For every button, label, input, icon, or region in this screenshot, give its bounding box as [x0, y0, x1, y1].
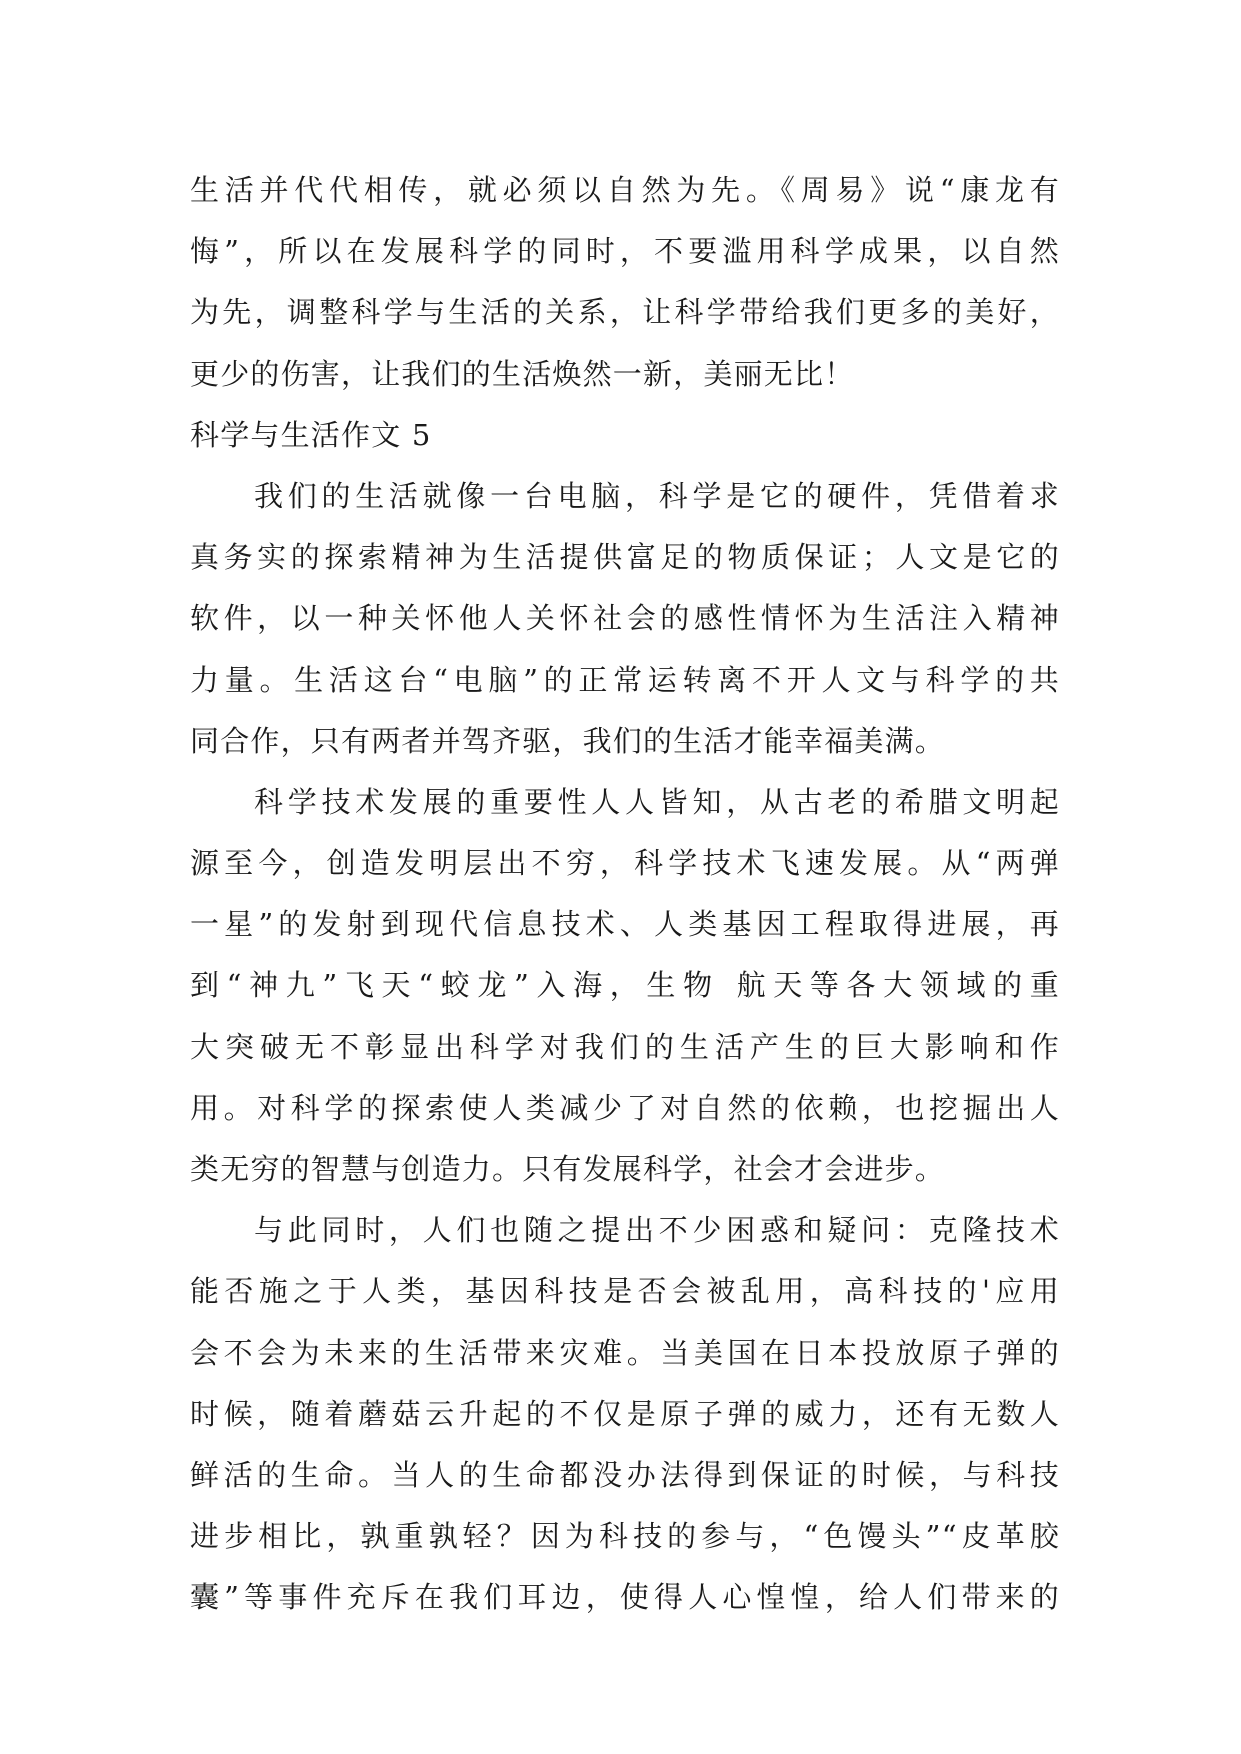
paragraph-line: 时候，随着蘑菇云升起的不仅是原子弹的威力，还有无数人 — [190, 1396, 1060, 1431]
paragraph-line: 与此同时，人们也随之提出不少困惑和疑问：克隆技术 — [254, 1213, 1060, 1248]
paragraph-line: 我们的生活就像一台电脑，科学是它的硬件，凭借着求 — [254, 478, 1060, 513]
paragraph-line: 悔”，所以在发展科学的同时，不要滥用科学成果，以自然 — [190, 234, 1060, 269]
paragraph-line: 更少的伤害，让我们的生活焕然一新，美丽无比！ — [190, 356, 855, 391]
paragraph-line: 会不会为未来的生活带来灾难。当美国在日本投放原子弹的 — [190, 1335, 1060, 1370]
document-body — [190, 160, 1060, 1629]
paragraph-line: 用。对科学的探索使人类减少了对自然的依赖，也挖掘出人 — [190, 1090, 1060, 1125]
paragraph-line: 力量。生活这台“电脑”的正常运转离不开人文与科学的共 — [190, 662, 1060, 697]
paragraph-line: 生活并代代相传，就必须以自然为先。《周易》说“康龙有 — [190, 173, 1060, 207]
section-heading: 科学与生活作文 5 — [190, 417, 432, 452]
paragraph-line: 鲜活的生命。当人的生命都没办法得到保证的时候，与科技 — [190, 1457, 1060, 1492]
paragraph-line: 大突破无不彰显出科学对我们的生活产生的巨大影响和作 — [190, 1029, 1060, 1064]
paragraph-line: 囊”等事件充斥在我们耳边，使得人心惶惶，给人们带来的 — [190, 1580, 1060, 1615]
paragraph-line: 为先，调整科学与生活的关系，让科学带给我们更多的美好， — [190, 295, 1060, 330]
paragraph-line: 软件，以一种关怀他人关怀社会的感性情怀为生活注入精神 — [190, 601, 1060, 636]
paragraph-line: 一星”的发射到现代信息技术、人类基因工程取得进展，再 — [190, 907, 1060, 942]
paragraph-line: 类无穷的智慧与创造力。只有发展科学，社会才会进步。 — [190, 1152, 946, 1186]
paragraph-line: 能否施之于人类，基因科技是否会被乱用，高科技的'应用 — [190, 1274, 1060, 1309]
paragraph-line: 真务实的探索精神为生活提供富足的物质保证；人文是它的 — [190, 540, 1060, 575]
paragraph-line: 同合作，只有两者并驾齐驱，我们的生活才能幸福美满。 — [190, 723, 946, 758]
paragraph-line: 到“神九”飞天“蛟龙”入海，生物 航天等各大领域的重 — [190, 968, 1060, 1003]
paragraph-line: 科学技术发展的重要性人人皆知，从古老的希腊文明起 — [254, 784, 1060, 819]
paragraph-line: 进步相比，孰重孰轻？因为科技的参与，“色馒头”“皮革胶 — [190, 1519, 1060, 1554]
paragraph-line: 源至今，创造发明层出不穷，科学技术飞速发展。从“两弹 — [190, 846, 1060, 881]
